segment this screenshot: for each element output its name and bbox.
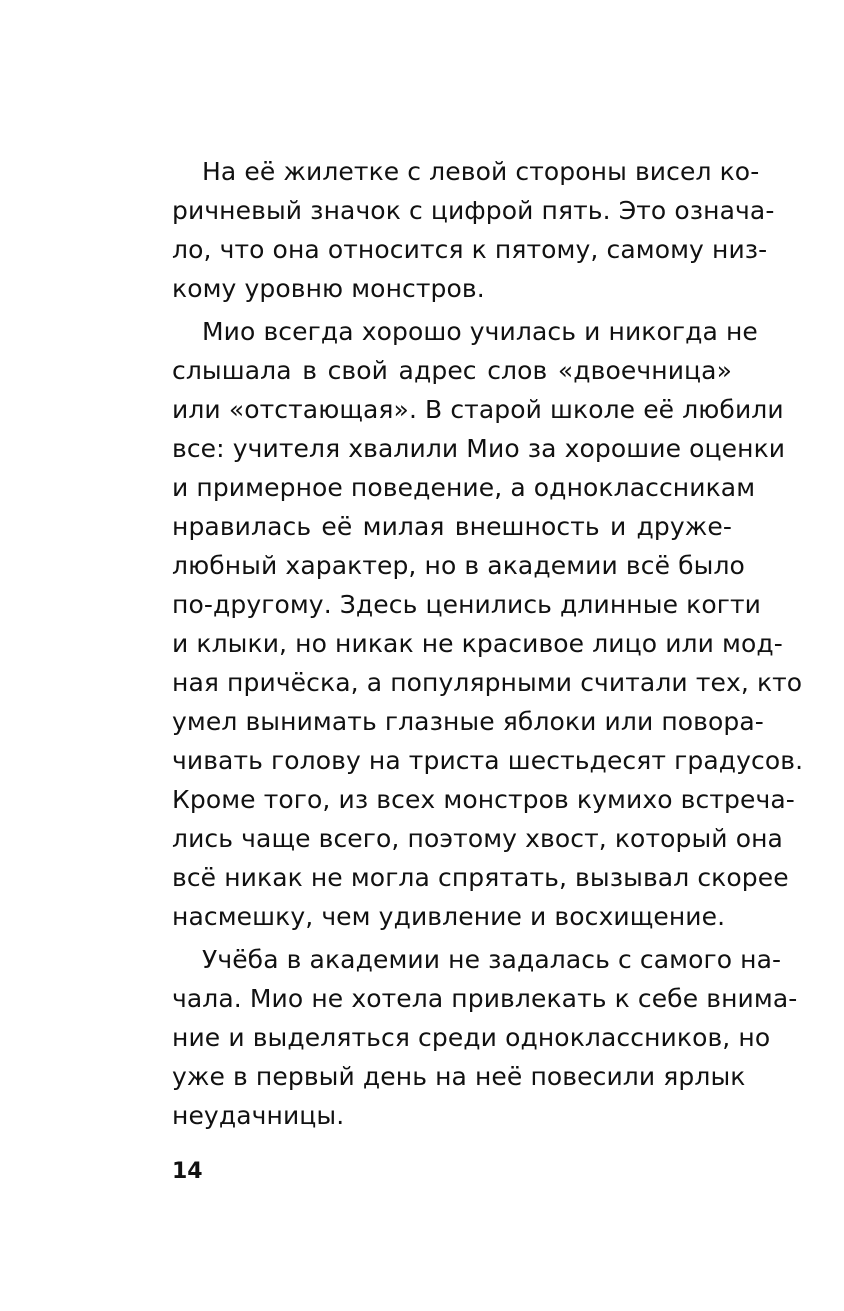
text-line: ричневый значок с цифрой пять. Это означа-: [172, 196, 775, 225]
text-line: Учёба в академии не задалась с самого на-: [202, 945, 782, 974]
text-line: неудачницы.: [172, 1101, 345, 1130]
text-line: ние и выделяться среди одноклассников, но: [172, 1023, 771, 1052]
text-line: кому уровню монстров.: [172, 274, 485, 303]
text-line: и примерное поведение, а одноклассникам: [172, 473, 756, 502]
text-line: любный характер, но в академии всё было: [172, 551, 745, 580]
text-line: слышала в свой адрес слов «двоечница»: [172, 356, 732, 385]
text-line: и клыки, но никак не красивое лицо или мод-: [172, 629, 783, 658]
page-number: 14: [172, 1159, 203, 1184]
text-line: чала. Мио не хотела привлекать к себе внима-: [172, 984, 798, 1013]
text-line: умел вынимать глазные яблоки или повора-: [172, 707, 764, 736]
text-line: Мио всегда хорошо училась и никогда не: [202, 317, 758, 346]
paragraph-3: [172, 940, 798, 1135]
text-line: или «отстающая». В старой школе её любили: [172, 395, 784, 424]
text-line: по-другому. Здесь ценились длинные когти: [172, 590, 761, 619]
text-line: лись чаще всего, поэтому хвост, который она: [172, 824, 783, 853]
text-line: ная причёска, а популярными считали тех, кто: [172, 668, 803, 697]
body-text: [172, 152, 804, 1139]
text-line: Кроме того, из всех монстров кумихо встреча-: [172, 785, 795, 814]
paragraph-1: [172, 152, 775, 308]
paragraph-2: [172, 312, 804, 936]
text-line: На её жилетке с левой стороны висел ко-: [202, 157, 760, 186]
text-line: насмешку, чем удивление и восхищение.: [172, 902, 726, 931]
text-line: всё никак не могла спрятать, вызывал скорее: [172, 863, 789, 892]
text-line: уже в первый день на неё повесили ярлык: [172, 1062, 746, 1091]
text-line: нравилась её милая внешность и друже-: [172, 512, 732, 541]
text-line: чивать голову на триста шестьдесят градусов.: [172, 746, 804, 775]
text-line: ло, что она относится к пятому, самому низ-: [172, 235, 768, 264]
text-line: все: учителя хвалили Мио за хорошие оценки: [172, 434, 786, 463]
